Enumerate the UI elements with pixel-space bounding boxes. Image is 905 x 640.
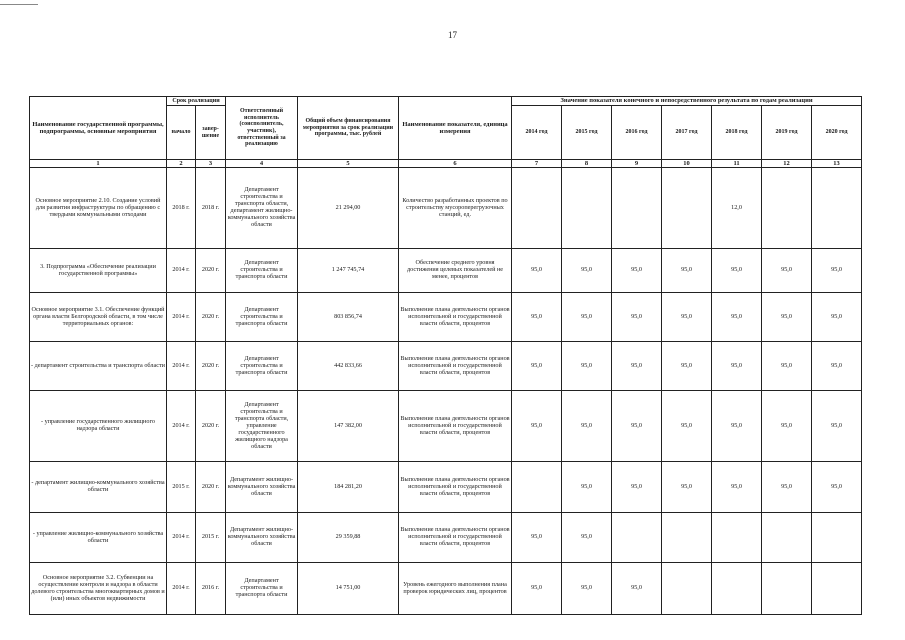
row-value: 95,0: [662, 342, 712, 391]
row-value: [612, 168, 662, 249]
row-value: 95,0: [562, 391, 612, 462]
row-name: - управление государственного жилищного надзора области: [30, 391, 167, 462]
row-value: 95,0: [662, 391, 712, 462]
scan-corner-mark: [0, 0, 38, 5]
header-finance: Общий объем финансирования мероприятия за срок реализации программы, тыс. рублей: [298, 97, 399, 160]
row-executor: Департамент строительства и транспорта области: [226, 249, 298, 293]
row-start: 2014 г.: [167, 342, 196, 391]
row-end: 2018 г.: [196, 168, 226, 249]
table-row: [30, 293, 862, 342]
row-name: Основное мероприятие 3.1. Обеспечение функций органа власти Белгородской области, в том числе территориальных органов:: [30, 293, 167, 342]
row-finance: 442 833,66: [298, 342, 399, 391]
row-finance: 21 294,00: [298, 168, 399, 249]
row-executor: Департамент жилищно-коммунального хозяйства области: [226, 513, 298, 563]
row-value: 95,0: [712, 391, 762, 462]
row-value: 95,0: [562, 563, 612, 615]
row-value: 12,0: [712, 168, 762, 249]
row-start: 2014 г.: [167, 391, 196, 462]
row-value: [662, 513, 712, 563]
column-number: 11: [712, 160, 762, 168]
row-executor: Департамент строительства и транспорта области: [226, 293, 298, 342]
row-value: 95,0: [812, 293, 862, 342]
header-year: 2017 год: [662, 106, 712, 160]
row-value: 95,0: [562, 249, 612, 293]
column-number: 5: [298, 160, 399, 168]
row-name: - департамент строительства и транспорта области: [30, 342, 167, 391]
row-value: 95,0: [762, 462, 812, 513]
row-name: Основное мероприятие 2.10. Создание условий для развития инфраструктуры по обращению с твердыми коммунальными отходами: [30, 168, 167, 249]
row-value: 95,0: [512, 342, 562, 391]
row-finance: 14 751,00: [298, 563, 399, 615]
header-row-1: [30, 97, 862, 106]
column-number: 4: [226, 160, 298, 168]
header-executor: Ответственный исполнитель (соисполнитель, участник), ответственный за реализацию: [226, 97, 298, 160]
row-value: 95,0: [662, 462, 712, 513]
row-value: [562, 168, 612, 249]
column-number: 9: [612, 160, 662, 168]
row-end: 2020 г.: [196, 462, 226, 513]
row-value: [712, 513, 762, 563]
row-value: 95,0: [612, 342, 662, 391]
row-end: 2020 г.: [196, 293, 226, 342]
row-value: 95,0: [512, 293, 562, 342]
table-row: [30, 168, 862, 249]
table-row: [30, 513, 862, 563]
row-value: 95,0: [612, 391, 662, 462]
row-value: 95,0: [812, 462, 862, 513]
header-values-group: Значение показателя конечного и непосредственного результата по годам реализации: [512, 97, 862, 106]
table-row: [30, 391, 862, 462]
row-value: [762, 168, 812, 249]
row-value: 95,0: [612, 249, 662, 293]
row-value: 95,0: [612, 462, 662, 513]
row-indicator: Уровень ежегодного выполнения плана проверок юридических лиц, процентов: [399, 563, 512, 615]
table-row: [30, 342, 862, 391]
row-value: 95,0: [762, 342, 812, 391]
row-executor: Департамент строительства и транспорта области: [226, 342, 298, 391]
row-value: 95,0: [562, 462, 612, 513]
column-number-row: [30, 160, 862, 168]
column-number: 2: [167, 160, 196, 168]
row-executor: Департамент строительства и транспорта области, департамент жилищно-коммунального хозяйства области: [226, 168, 298, 249]
row-finance: 29 359,88: [298, 513, 399, 563]
row-value: [812, 563, 862, 615]
row-start: 2018 г.: [167, 168, 196, 249]
header-year: 2016 год: [612, 106, 662, 160]
row-value: [612, 513, 662, 563]
row-value: 95,0: [812, 391, 862, 462]
column-number: 12: [762, 160, 812, 168]
row-end: 2016 г.: [196, 563, 226, 615]
row-end: 2015 г.: [196, 513, 226, 563]
column-number: 1: [30, 160, 167, 168]
table-row: [30, 249, 862, 293]
column-number: 3: [196, 160, 226, 168]
row-indicator: Выполнение плана деятельности органов исполнительной и государственной власти области, процентов: [399, 293, 512, 342]
row-value: 95,0: [562, 342, 612, 391]
header-year: 2018 год: [712, 106, 762, 160]
row-value: [512, 168, 562, 249]
row-value: 95,0: [512, 391, 562, 462]
column-number: 8: [562, 160, 612, 168]
row-name: 3. Подпрограмма «Обеспечение реализации государственной программы»: [30, 249, 167, 293]
row-indicator: Количество разработанных проектов по строительству мусороперегрузочных станций, ед.: [399, 168, 512, 249]
row-value: 95,0: [512, 563, 562, 615]
row-value: 95,0: [712, 462, 762, 513]
header-year: 2014 год: [512, 106, 562, 160]
row-value: 95,0: [662, 249, 712, 293]
row-name: - управление жилищно-коммунального хозяйства области: [30, 513, 167, 563]
row-value: 95,0: [612, 293, 662, 342]
row-start: 2014 г.: [167, 249, 196, 293]
row-end: 2020 г.: [196, 391, 226, 462]
row-value: 95,0: [662, 293, 712, 342]
row-value: 95,0: [612, 563, 662, 615]
row-value: 95,0: [712, 342, 762, 391]
column-number: 10: [662, 160, 712, 168]
column-number: 13: [812, 160, 862, 168]
row-finance: 1 247 745,74: [298, 249, 399, 293]
row-indicator: Выполнение плана деятельности органов исполнительной и государственной власти области, процентов: [399, 391, 512, 462]
header-srok: Срок реализации: [167, 97, 226, 106]
row-indicator: Выполнение плана деятельности органов исполнительной и государственной власти области, процентов: [399, 462, 512, 513]
row-finance: 184 281,20: [298, 462, 399, 513]
row-value: 95,0: [812, 249, 862, 293]
row-start: 2014 г.: [167, 563, 196, 615]
table-row: [30, 462, 862, 513]
row-finance: 147 382,00: [298, 391, 399, 462]
row-value: [812, 168, 862, 249]
row-value: 95,0: [812, 342, 862, 391]
row-value: [762, 563, 812, 615]
header-start: начало: [167, 106, 196, 160]
header-year: 2020 год: [812, 106, 862, 160]
row-value: [662, 168, 712, 249]
header-end: завер-шение: [196, 106, 226, 160]
row-start: 2015 г.: [167, 462, 196, 513]
row-value: [662, 563, 712, 615]
header-indicator: Наименование показателя, единица измерения: [399, 97, 512, 160]
row-name: - департамент жилищно-коммунального хозяйства области: [30, 462, 167, 513]
row-executor: Департамент жилищно-коммунального хозяйства области: [226, 462, 298, 513]
row-value: 95,0: [762, 249, 812, 293]
row-value: 95,0: [762, 391, 812, 462]
row-indicator: Выполнение плана деятельности органов исполнительной и государственной власти области, процентов: [399, 342, 512, 391]
table-row: [30, 563, 862, 615]
row-value: 95,0: [712, 293, 762, 342]
program-table: [29, 96, 862, 615]
row-value: 95,0: [762, 293, 812, 342]
row-end: 2020 г.: [196, 249, 226, 293]
row-value: [712, 563, 762, 615]
row-value: [812, 513, 862, 563]
header-year: 2015 год: [562, 106, 612, 160]
row-indicator: Обеспечение среднего уровня достижения целевых показателей не менее, процентов: [399, 249, 512, 293]
header-name: Наименование государственной программы, подпрограммы, основные мероприятия: [30, 97, 167, 160]
row-indicator: Выполнение плана деятельности органов исполнительной и государственной власти области, процентов: [399, 513, 512, 563]
row-finance: 803 856,74: [298, 293, 399, 342]
page-number: 17: [448, 30, 457, 40]
column-number: 6: [399, 160, 512, 168]
row-value: 95,0: [562, 513, 612, 563]
row-executor: Департамент строительства и транспорта области: [226, 563, 298, 615]
column-number: 7: [512, 160, 562, 168]
row-value: 95,0: [512, 249, 562, 293]
row-value: 95,0: [562, 293, 612, 342]
row-end: 2020 г.: [196, 342, 226, 391]
row-value: [512, 462, 562, 513]
row-start: 2014 г.: [167, 513, 196, 563]
row-name: Основное мероприятие 3.2. Субвенции на осуществление контроля и надзора в области долевого строительства многоквартирных домов и (или) иных объектов недвижимости: [30, 563, 167, 615]
row-value: 95,0: [512, 513, 562, 563]
row-executor: Департамент строительства и транспорта области, управление государственного жилищного надзора области: [226, 391, 298, 462]
row-value: 95,0: [712, 249, 762, 293]
header-year: 2019 год: [762, 106, 812, 160]
row-value: [762, 513, 812, 563]
row-start: 2014 г.: [167, 293, 196, 342]
